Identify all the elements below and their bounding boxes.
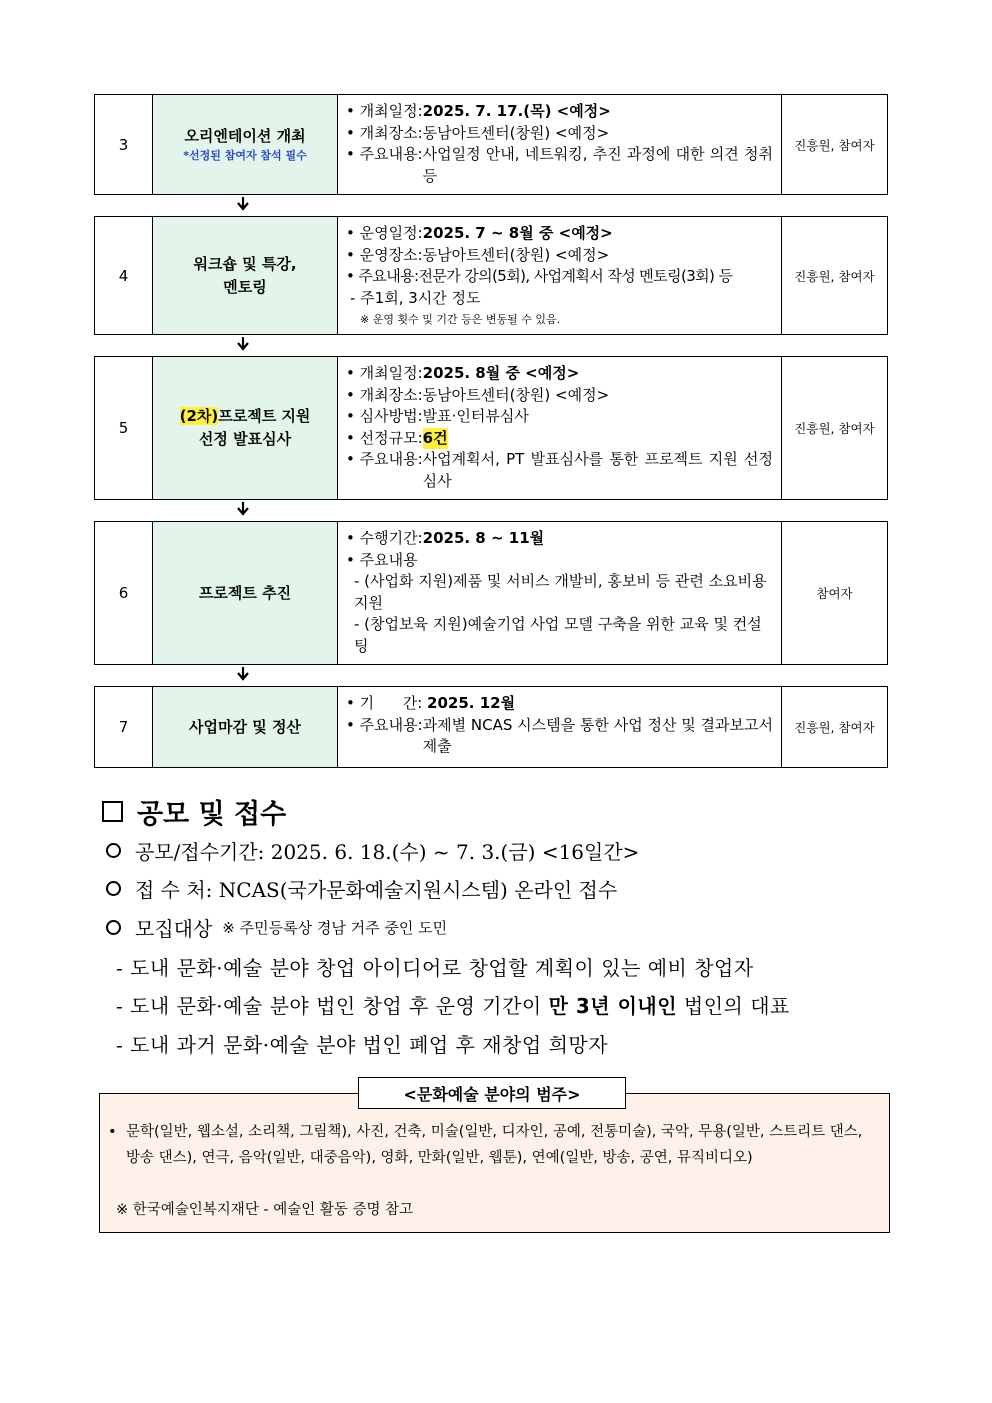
step-number: 4 <box>95 217 153 334</box>
arrow-down-icon <box>234 197 252 211</box>
step-title: 오리엔테이션 개최 *선정된 참여자 참석 필수 <box>153 95 338 194</box>
circle-bullet-icon <box>106 843 121 858</box>
circle-bullet-icon <box>106 881 121 896</box>
category-title: <문화예술 분야의 범주> <box>358 1077 626 1109</box>
step-description: • 운영일정: 2025. 7 ~ 8월 중 <예정> • 운영장소: 동남아트센터(창원) <예정> • 주요내용: 전문가 강의(5회), 사업계획서 작성 멘토링(3회) 등 - 주1회, 3시간 정도 ※ 운영 횟수 및 기간 등은 변동될 수 있음. <box>338 217 782 334</box>
place-row: 접 수 처: NCAS(국가문화예술지원시스템) 온라인 접수 <box>106 874 617 903</box>
step-title: 워크숍 및 특강, 멘토링 <box>153 217 338 334</box>
checkbox-square-icon <box>102 801 123 822</box>
circle-bullet-icon <box>106 920 121 935</box>
step-number: 6 <box>95 522 153 664</box>
target-item: - 도내 문화·예술 분야 법인 창업 후 운영 기간이 만 3년 이내인 법인의 대표 <box>116 994 790 1018</box>
step-owner: 참여자 <box>816 586 853 601</box>
step-number: 3 <box>95 95 153 194</box>
arrow-down-icon <box>234 502 252 516</box>
step-description: • 개최일정: 2025. 8월 중 <예정> • 개최장소: 동남아트센터(창원) <예정> • 심사방법: 발표·인터뷰심사 • 선정규모: 6건 • 주요내용: 사업계획서, PT 발표심사를 통한 프로젝트 지원 선정 심사 <box>338 357 782 499</box>
target-item: - 도내 과거 문화·예술 분야 법인 폐업 후 재창업 희망자 <box>116 1033 609 1057</box>
step-row-3 <box>94 94 888 195</box>
step-owner: 진흥원, 참여자 <box>794 421 875 436</box>
step-owner: 진흥원, 참여자 <box>794 137 875 153</box>
step-note: *선정된 참여자 참석 필수 <box>183 149 307 162</box>
step-description: • 수행기간: 2025. 8 ~ 11월 • 주요내용 - (사업화 지원)제품 및 서비스 개발비, 홍보비 등 관련 소요비용 지원 - (창업보육 지원)예술기업 사업 모델 구축을 위한 교육 및 컨설팅 <box>338 522 782 664</box>
step-description: • 기 간: 2025. 12월 • 주요내용: 과제별 NCAS 시스템을 통한 사업 정산 및 결과보고서 제출 <box>338 687 782 767</box>
step-description: • 개최일정: 2025. 7. 17.(목) <예정> • 개최장소: 동남아트센터(창원) <예정> • 주요내용: 사업일정 안내, 네트워킹, 추진 과정에 대한 의견 청취 등 <box>338 95 782 194</box>
target-item: - 도내 문화·예술 분야 창업 아이디어로 창업할 계획이 있는 예비 창업자 <box>116 956 754 980</box>
step-owner: 진흥원, 참여자 <box>794 268 875 284</box>
step-row-6 <box>94 521 888 665</box>
period-row: 공모/접수기간: 2025. 6. 18.(수) ~ 7. 3.(금) <16일간> <box>106 836 639 865</box>
section-heading: 공모 및 접수 <box>102 792 286 831</box>
step-row-4 <box>94 216 888 335</box>
arrow-down-icon <box>234 337 252 351</box>
step-owner: 진흥원, 참여자 <box>794 720 875 735</box>
step-row-5 <box>94 356 888 500</box>
arrow-down-icon <box>234 667 252 681</box>
step-number: 5 <box>95 357 153 499</box>
step-title: 프로젝트 추진 <box>153 522 338 664</box>
step-title: 사업마감 및 정산 <box>153 687 338 767</box>
step-row-7 <box>94 686 888 768</box>
step-title: (2차)프로젝트 지원 선정 발표심사 <box>153 357 338 499</box>
step-number: 7 <box>95 687 153 767</box>
category-note: ※ 한국예술인복지재단 - 예술인 활동 증명 참고 <box>116 1202 414 1218</box>
category-text: • 문학(일반, 웹소설, 소리책, 그림책), 사진, 건축, 미술(일반, 디자인, 공예, 전통미술), 국악, 무용(일반, 스트리트 댄스, 방송 댄스), 연극, 음악(일반, 대중음악), 영화, 만화(일반, 웹툰), 연예(일반, 방송, 공연, 뮤직비디오) <box>108 1124 863 1166</box>
target-row: 모집대상 ※ 주민등록상 경남 거주 중인 도민 <box>106 913 447 942</box>
